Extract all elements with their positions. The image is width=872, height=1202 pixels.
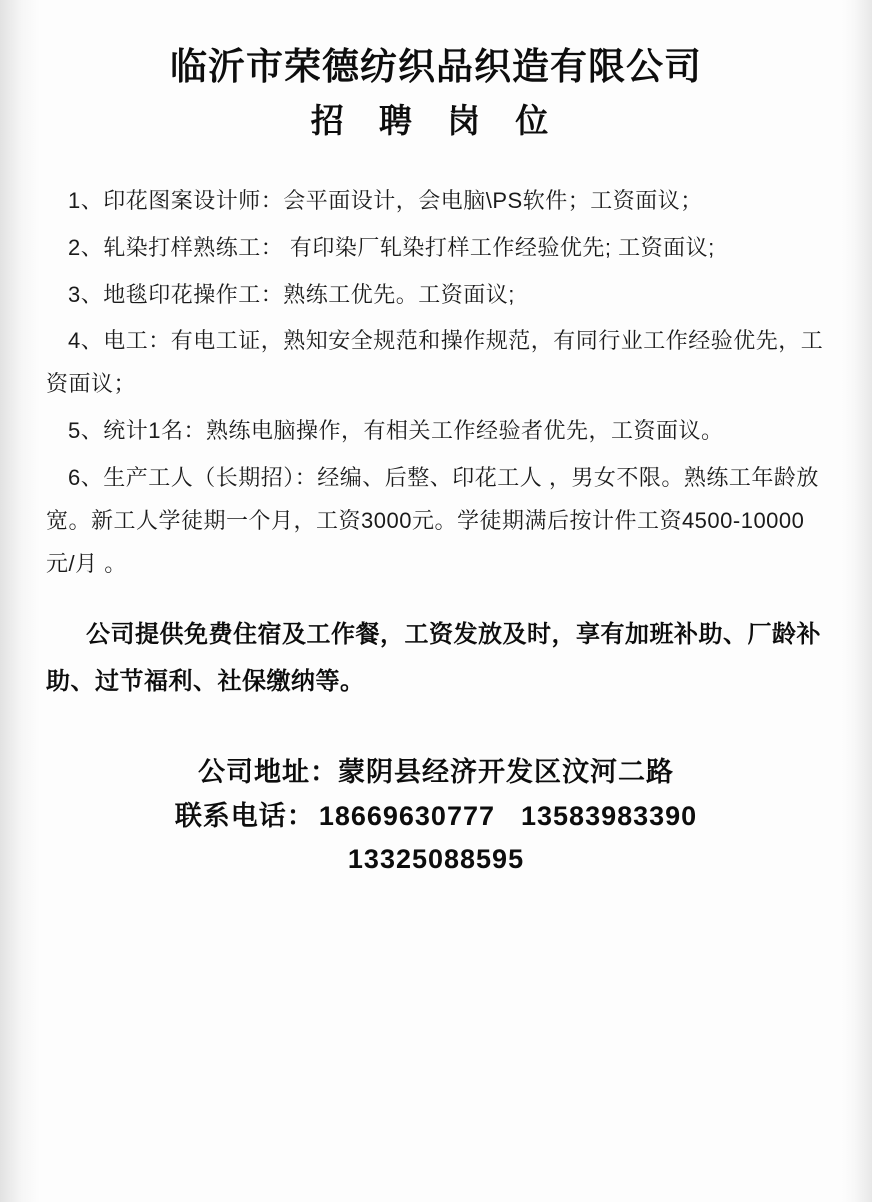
job-item: 3、地毯印花操作工：熟练工优先。工资面议; xyxy=(68,281,515,307)
company-title: 临沂市荣德纺织品织造有限公司 xyxy=(170,46,702,87)
contact-block xyxy=(46,751,826,881)
address-label: 公司地址： xyxy=(198,757,338,788)
title-block xyxy=(46,44,826,146)
flyer-content xyxy=(46,44,826,881)
job-list xyxy=(46,180,826,706)
phone-label: 联系电话： xyxy=(174,800,315,831)
phone-number-2: 13583983390 xyxy=(521,800,698,831)
job-item: 1、印花图案设计师：会平面设计，会电脑\PS软件；工资面议； xyxy=(68,187,703,213)
address-value: 蒙阴县经济开发区汶河二路 xyxy=(338,757,674,788)
phone-number-3: 13325088595 xyxy=(347,843,525,874)
job-item: 6、生产工人（长期招）：经编、后整、印花工人 ，男女不限。熟练工年龄放宽。新工人学徒期一个月，工资3000元。学徒期满后按计件工资4500-10000元/月 。 xyxy=(46,465,819,576)
job-item: 2、轧染打样熟练工： 有印染厂轧染打样工作经验优先; 工资面议; xyxy=(68,234,715,260)
company-address-line xyxy=(46,751,826,794)
benefits-paragraph: 公司提供免费住宿及工作餐，工资发放及时，享有加班补助、厂龄补助、过节福利、社保缴纳等。 xyxy=(46,620,821,695)
recruitment-subtitle: 招 聘 岗 位 xyxy=(310,102,562,140)
phone-number-1: 18669630777 xyxy=(318,800,495,831)
contact-phone-line xyxy=(46,795,826,838)
job-item: 5、统计1名：熟练电脑操作，有相关工作经验者优先，工资面议。 xyxy=(68,418,724,444)
contact-phone-line-extra xyxy=(46,838,826,881)
job-item: 4、电工：有电工证，熟知安全规范和操作规范，有同行业工作经验优先，工资面议； xyxy=(46,328,824,397)
